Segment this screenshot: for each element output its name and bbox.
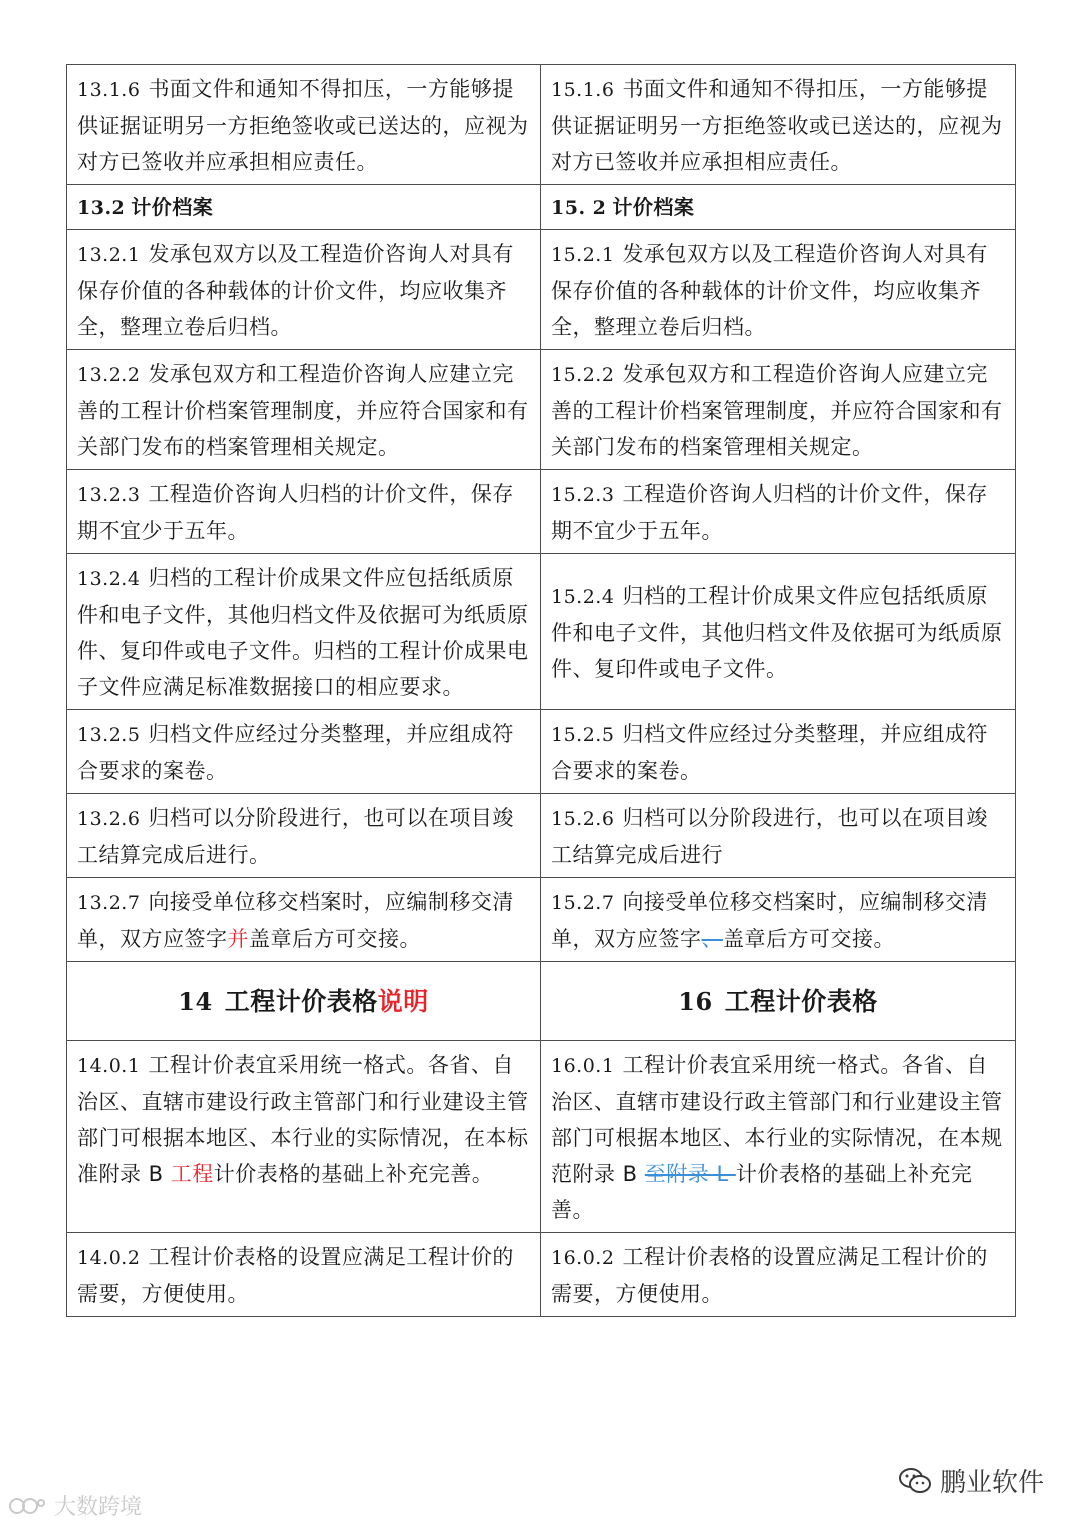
section-title: 计价档案: [612, 194, 695, 219]
deleted-text-marker: 、: [701, 927, 723, 951]
section-number: 15. 2: [551, 196, 607, 219]
watermark-text: 鹏业软件: [939, 1468, 1044, 1498]
clause-number: 14.0.2: [77, 1247, 141, 1269]
clause-text: 归档的工程计价成果文件应包括纸质原件和电子文件，其他归档文件及依据可为纸质原件、复印件或电子文件。归档的工程计价成果电子文件应满足标准数据接口的相应要求。: [77, 566, 529, 699]
chapter-heading-row: [67, 962, 1016, 1041]
clause-text: 发承包双方以及工程造价咨询人对具有保存价值的各种载体的计价文件，均应收集齐全，整理立卷后归档。: [551, 242, 988, 339]
right-chapter-heading: [541, 962, 1016, 1041]
left-clause: [67, 554, 541, 710]
left-clause: [67, 470, 541, 554]
source-watermark: [8, 1490, 142, 1521]
right-clause: [541, 350, 1016, 470]
table-row: [67, 554, 1016, 710]
clause-number: 13.2.1: [77, 244, 141, 266]
clause-text: 归档文件应经过分类整理，并应组成符合要求的案卷。: [551, 722, 988, 783]
clause-number: 15.2.7: [551, 892, 615, 914]
clause-number: 15.2.5: [551, 724, 615, 746]
chapter-number: 14: [178, 987, 213, 1016]
clause-text: 工程计价表格的设置应满足工程计价的需要，方便使用。: [77, 1245, 514, 1306]
clause-number: 15.2.1: [551, 244, 615, 266]
chapter-number: 16: [678, 987, 713, 1016]
left-clause: [67, 350, 541, 470]
left-clause: [67, 1233, 541, 1317]
clause-number: 13.1.6: [77, 79, 141, 101]
clause-text-tail: 计价表格的基础上补充完善。: [213, 1162, 494, 1186]
clause-text: 书面文件和通知不得扣压，一方能够提供证据证明另一方拒绝签收或已送达的，应视为对方已签收并应承担相应责任。: [77, 77, 529, 174]
right-clause: [541, 794, 1016, 878]
clause-number: 14.0.1: [77, 1055, 141, 1077]
clause-number: 13.2.3: [77, 484, 141, 506]
left-clause: [67, 65, 541, 185]
clause-text: 工程计价表宜采用统一格式。各省、自治区、直辖市建设行政主管部门和行业建设主管部门可根据本地区、本行业的实际情况，在本规范附录 B: [551, 1053, 1003, 1186]
clause-number: 13.2.7: [77, 892, 141, 914]
watermark-text: 大数跨境: [54, 1495, 143, 1520]
clause-text: 书面文件和通知不得扣压，一方能够提供证据证明另一方拒绝签收或已送达的，应视为对方已签收并应承担相应责任。: [551, 77, 1003, 174]
table-row: [67, 470, 1016, 554]
clause-text: 工程造价咨询人归档的计价文件，保存期不宜少于五年。: [551, 482, 988, 543]
added-text-marker: 并: [227, 927, 249, 951]
clause-number: 13.2.6: [77, 808, 141, 830]
left-chapter-heading: [67, 962, 541, 1041]
right-section-heading: [541, 185, 1016, 230]
clause-number: 15.2.4: [551, 586, 615, 608]
clause-text: 归档可以分阶段进行，也可以在项目竣工结算完成后进行: [551, 806, 988, 867]
right-clause: [541, 878, 1016, 962]
clause-number: 16.0.1: [551, 1055, 615, 1077]
comparison-table: [66, 64, 1016, 1317]
table-row: [67, 878, 1016, 962]
clause-text: 工程造价咨询人归档的计价文件，保存期不宜少于五年。: [77, 482, 514, 543]
table-row: [67, 65, 1016, 185]
clause-number: 15.2.6: [551, 808, 615, 830]
section-title: 计价档案: [131, 194, 214, 219]
right-clause: [541, 554, 1016, 710]
wechat-watermark: [898, 1462, 1044, 1499]
clause-text: 归档文件应经过分类整理，并应组成符合要求的案卷。: [77, 722, 514, 783]
chapter-title: 工程计价表格: [724, 987, 878, 1016]
right-clause: [541, 710, 1016, 794]
chapter-title: 工程计价表格: [224, 987, 378, 1016]
clause-text-tail: 计价表格的基础上补充完善。: [551, 1162, 973, 1222]
table-row: [67, 350, 1016, 470]
left-clause: [67, 710, 541, 794]
clause-number: 13.2.2: [77, 364, 141, 386]
left-section-heading: [67, 185, 541, 230]
right-clause: [541, 1233, 1016, 1317]
table-row: [67, 1233, 1016, 1317]
right-clause: [541, 65, 1016, 185]
right-clause: [541, 230, 1016, 350]
clause-text: 归档的工程计价成果文件应包括纸质原件和电子文件，其他归档文件及依据可为纸质原件、复印件或电子文件。: [551, 584, 1003, 681]
section-number: 13.2: [77, 196, 126, 219]
wechat-icon: [898, 1467, 932, 1495]
logo-icon: [8, 1494, 48, 1518]
left-clause: [67, 878, 541, 962]
added-text-marker: 工程: [170, 1162, 214, 1186]
right-clause: [541, 470, 1016, 554]
clause-text: 向接受单位移交档案时，应编制移交清单，双方应签字: [77, 890, 514, 951]
clause-number: 15.1.6: [551, 79, 615, 101]
added-text-marker: 说明: [377, 987, 429, 1016]
clause-number: 13.2.5: [77, 724, 141, 746]
left-clause: [67, 794, 541, 878]
table-row: [67, 230, 1016, 350]
clause-text: 发承包双方和工程造价咨询人应建立完善的工程计价档案管理制度，并应符合国家和有关部门发布的档案管理相关规定。: [551, 362, 1003, 459]
clause-text: 发承包双方以及工程造价咨询人对具有保存价值的各种载体的计价文件，均应收集齐全，整理立卷后归档。: [77, 242, 514, 339]
clause-number: 13.2.4: [77, 568, 141, 590]
clause-text: 发承包双方和工程造价咨询人应建立完善的工程计价档案管理制度，并应符合国家和有关部门发布的档案管理相关规定。: [77, 362, 529, 459]
clause-text: 工程计价表宜采用统一格式。各省、自治区、直辖市建设行政主管部门和行业建设主管部门可根据本地区、本行业的实际情况，在本标准附录 B: [77, 1053, 529, 1186]
clause-text: 向接受单位移交档案时，应编制移交清单，双方应签字: [551, 890, 988, 951]
clause-text-tail: 盖章后方可交接。: [723, 927, 895, 951]
left-clause: [67, 230, 541, 350]
left-clause: [67, 1041, 541, 1233]
clause-text: 归档可以分阶段进行，也可以在项目竣工结算完成后进行。: [77, 806, 514, 867]
clause-number: 15.2.2: [551, 364, 615, 386]
clause-text-tail: 盖章后方可交接。: [249, 927, 421, 951]
clause-number: 15.2.3: [551, 484, 615, 506]
clause-text: 工程计价表格的设置应满足工程计价的需要，方便使用。: [551, 1245, 988, 1306]
clause-number: 16.0.2: [551, 1247, 615, 1269]
right-clause: [541, 1041, 1016, 1233]
table-row: [67, 1041, 1016, 1233]
table-row: [67, 794, 1016, 878]
section-heading-row: [67, 185, 1016, 230]
table-row: [67, 710, 1016, 794]
deleted-text-marker: 至附录 L: [644, 1162, 736, 1186]
